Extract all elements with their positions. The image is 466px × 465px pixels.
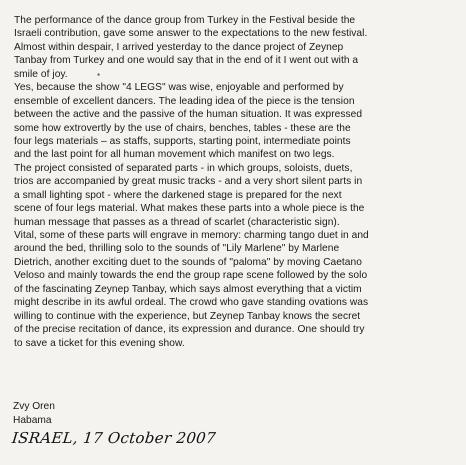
body-line: Vital, some of these parts will engrave in memory: charming tango duet in and [14,230,369,241]
body-line: trios are accompanied by great music tracks - and a very short silent parts in [14,176,363,188]
body-line: willing to continue with the experience, but Zeynep Tanbay knows the secret [14,310,361,322]
body-line: and the last point for all human movement which manifest on two legs. [14,149,335,161]
body-line: four legs materials – as staffs, supports, starting point, intermediate points [14,135,351,147]
body-line: might describe in its awful ordeal. The crowd who gave standing ovations was [14,297,369,309]
body-line: of the fascinating Zeynep Tanbay, which says almost everything that a victim [14,283,362,295]
body-line: a small lighting spot - where the darkened stage is prepared for the next [14,189,342,201]
signature-block [13,400,55,428]
body-line: Dietrich, another exciting duet to the sounds of "paloma" by moving Caetano [14,256,362,268]
body-line: smile of joy. [14,68,68,80]
body-line: The performance of the dance group from Turkey in the Festival beside the [14,15,356,26]
body-line: ensemble of excellent dancers. The leading idea of the piece is the tension [14,95,355,107]
body-line: Veloso and mainly towards the end the group rape scene followed by the solo [14,270,368,282]
author-name: Zvy Oren [13,401,55,412]
body-line: Israeli contribution, gave some answer to the expectations to the new festival. [14,28,368,40]
stray-mark: * [97,72,101,81]
body-line: Almost within despair, I arrived yesterday to the dance project of Zeynep [14,41,344,53]
body-line: Tanbay from Turkey and one would say that in the end of it I went out with a [14,55,359,67]
handwritten-place-date: ISRAEL, 17 October 2007 [11,429,217,447]
body-line: Yes, because the show "4 LEGS" was wise, enjoyable and performed by [14,82,344,94]
body-line: The project consisted of separated parts - in which groups, soloists, duets, [14,162,353,174]
publication-name: Habama [13,415,52,426]
body-line: between the active and the passive of the human situation. It was expressed [14,109,363,121]
body-line: human message that passes as a thread of scarlet (characteristic sign). [14,216,340,228]
review-body [14,14,460,350]
body-line: of the precise recitation of dance, its expression and durance. One should try [14,324,365,336]
body-line: around the bed, thrilling solo to the sounds of "Lily Marlene" by Marlene [14,243,340,255]
body-line: some how extrovertly by the use of chairs, benches, tables - these are the [14,122,351,134]
body-line: to save a ticket for this evening show. [14,337,185,349]
body-line: scene of four legs material. What makes these parts into a whole piece is the [14,203,365,215]
